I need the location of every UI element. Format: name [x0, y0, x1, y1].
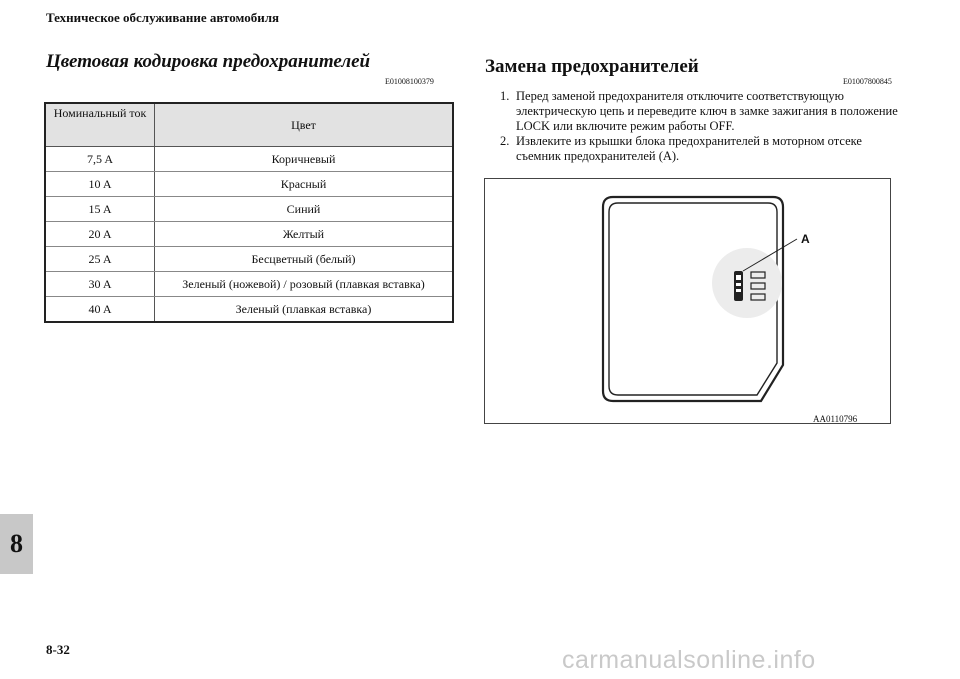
table-row [45, 147, 453, 172]
rating-cell: 7,5 A [45, 147, 155, 172]
instruction-steps [500, 89, 900, 164]
running-header: Техническое обслуживание автомобиля [46, 10, 280, 25]
color-cell: Зеленый (плавкая вставка) [235, 301, 372, 316]
section-code: E01007800845 [843, 77, 892, 86]
table-row [45, 297, 453, 323]
rating-cell: 10 A [45, 172, 155, 197]
table-row [45, 172, 453, 197]
rating-cell: 15 A [45, 197, 155, 222]
table-row [45, 247, 453, 272]
page-number: 8-32 [46, 642, 70, 657]
step-text: Перед заменой предохранителя отключите соответствующую электрическую цепь и переведите ключ в замке зажигания в положение LOCK или включите режим работы OFF. [516, 89, 898, 133]
color-cell: Зеленый (ножевой) / розовый (плавкая вставка) [155, 272, 454, 297]
instruction-step [500, 134, 900, 164]
color-cell: Коричневый [155, 147, 454, 172]
chapter-tab: 8 [0, 514, 33, 574]
table-row [45, 197, 453, 222]
table-row [45, 272, 453, 297]
fuse-puller-icon [734, 271, 743, 301]
section-title-fuse-colors: Цветовая кодировка предохранителей [46, 51, 371, 72]
color-cell: Бесцветный (белый) [155, 247, 454, 272]
rating-cell: 25 A [45, 247, 155, 272]
instruction-step [500, 89, 900, 134]
color-cell: Синий [155, 197, 454, 222]
callout-label: A [801, 232, 810, 246]
figure-code: AA0110796 [813, 414, 858, 424]
section-code: E01008100379 [385, 77, 434, 86]
fuse-box-cover-drawing [485, 179, 890, 423]
table-header-row [45, 103, 453, 147]
rating-cell: 40 A [45, 297, 155, 323]
header-rated-current: Номинальный ток [45, 103, 155, 147]
header-color: Цвет [155, 103, 454, 147]
fuse-color-table [44, 102, 454, 323]
table-row [45, 222, 453, 247]
step-number: 1. [500, 89, 510, 103]
fuse-box-cover-illustration [484, 178, 891, 424]
watermark: carmanualsonline.info [562, 646, 816, 674]
section-title-fuse-replacement: Замена предохранителей [485, 56, 699, 77]
rating-cell: 20 A [45, 222, 155, 247]
rating-cell: 30 A [45, 272, 155, 297]
fuse-puller-highlight [712, 248, 782, 318]
step-number: 2. [500, 134, 510, 148]
color-cell: Красный [155, 172, 454, 197]
step-text: Извлеките из крышки блока предохранителей в моторном отсеке съемник предохранителей (А). [516, 134, 862, 163]
color-cell: Желтый [155, 222, 454, 247]
